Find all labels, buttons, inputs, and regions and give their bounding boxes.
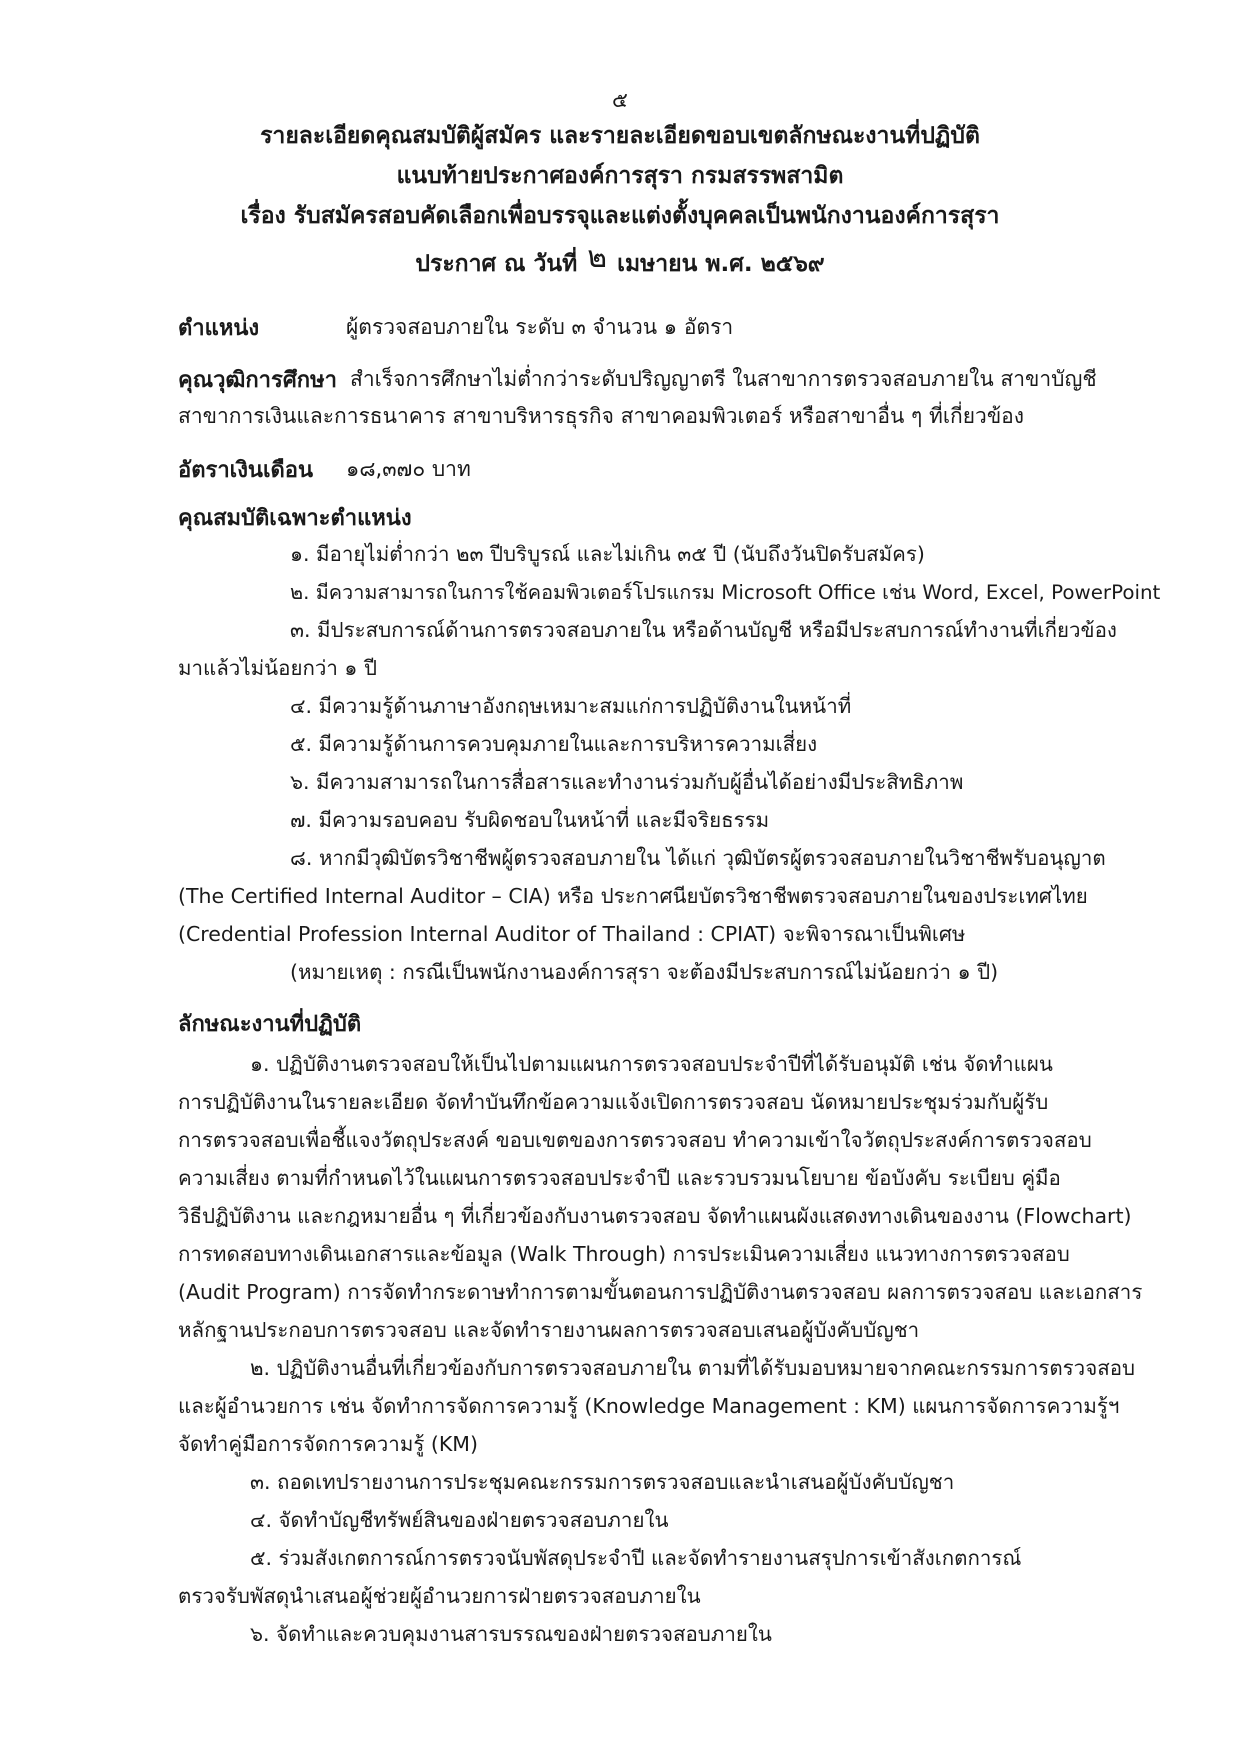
page-number: ๕	[612, 88, 628, 112]
qualification-item-3: ๓. มีประสบการณ์ด้านการตรวจสอบภายใน หรือด้านบัญชี หรือมีประสบการณ์ทำงานที่เกี่ยวข้อง	[290, 618, 1117, 642]
salary-value: ๑๘,๓๗๐ บาท	[346, 457, 471, 481]
qualification-item-2: ๒. มีความสามารถในการใช้คอมพิวเตอร์โปรแกรม Microsoft Office เช่น Word, Excel, PowerPoint	[290, 581, 1161, 604]
date-suffix: เมษายน พ.ศ. ๒๕๖๙	[617, 251, 825, 277]
header-announcement-date	[0, 238, 1240, 285]
position-value: ผู้ตรวจสอบภายใน ระดับ ๓ จำนวน ๑ อัตรา	[346, 315, 734, 339]
duty-1-line2: การปฏิบัติงานในรายละเอียด จัดทำบันทึกข้อความแจ้งเปิดการตรวจสอบ นัดหมายประชุมร่วมกับผู้รับ	[178, 1090, 1049, 1114]
qualification-item-8-cont1: (The Certified Internal Auditor – CIA) หรือ ประกาศนียบัตรวิชาชีพตรวจสอบภายในของประเทศไทย	[178, 884, 1088, 908]
date-prefix: ประกาศ ณ วันที่	[415, 251, 578, 277]
education-label: คุณวุฒิการศึกษา	[178, 368, 337, 393]
duty-1-line3: การตรวจสอบเพื่อชี้แจงวัตถุประสงค์ ขอบเขตของการตรวจสอบ ทำความเข้าใจวัตถุประสงค์การตรวจสอบ	[178, 1128, 1092, 1152]
duty-2-line1: ๒. ปฏิบัติงานอื่นที่เกี่ยวข้องกับการตรวจสอบภายใน ตามที่ได้รับมอบหมายจากคณะกรรมการตรวจสอบ	[250, 1356, 1136, 1380]
qualification-item-4: ๔. มีความรู้ด้านภาษาอังกฤษเหมาะสมแก่การปฏิบัติงานในหน้าที่	[290, 694, 852, 718]
duty-1-line8: หลักฐานประกอบการตรวจสอบ และจัดทำรายงานผลการตรวจสอบเสนอผู้บังคับบัญชา	[178, 1318, 920, 1342]
position-label: ตำแหน่ง	[178, 316, 260, 341]
duty-3: ๓. ถอดเทปรายงานการประชุมคณะกรรมการตรวจสอบและนำเสนอผู้บังคับบัญชา	[250, 1470, 955, 1494]
duty-2-line2: และผู้อำนวยการ เช่น จัดทำการจัดการความรู้ (Knowledge Management : KM) แผนการจัดการความรู้ฯ	[178, 1394, 1120, 1418]
qualification-item-5: ๕. มีความรู้ด้านการควบคุมภายในและการบริหารความเสี่ยง	[290, 732, 818, 756]
header-title-line1: รายละเอียดคุณสมบัติผู้สมัคร และรายละเอียดขอบเขตลักษณะงานที่ปฏิบัติ	[260, 123, 980, 149]
qualifications-heading: คุณสมบัติเฉพาะตำแหน่ง	[178, 506, 412, 531]
duty-2-line3: จัดทำคู่มือการจัดการความรู้ (KM)	[178, 1432, 478, 1456]
duty-4: ๔. จัดทำบัญชีทรัพย์สินของฝ่ายตรวจสอบภายใน	[250, 1508, 669, 1532]
qualification-item-1: ๑. มีอายุไม่ต่ำกว่า ๒๓ ปีบริบูรณ์ และไม่เกิน ๓๕ ปี (นับถึงวันปิดรับสมัคร)	[290, 542, 925, 566]
duty-1-line1: ๑. ปฏิบัติงานตรวจสอบให้เป็นไปตามแผนการตรวจสอบประจำปีที่ได้รับอนุมัติ เช่น จัดทำแผน	[250, 1052, 1053, 1076]
salary-label: อัตราเงินเดือน	[178, 458, 314, 483]
date-day-handwritten: ๒	[587, 240, 608, 275]
qualification-item-8-cont2: (Credential Profession Internal Auditor of Thailand : CPIAT) จะพิจารณาเป็นพิเศษ	[178, 922, 966, 946]
qualification-item-7: ๗. มีความรอบคอบ รับผิดชอบในหน้าที่ และมีจริยธรรม	[290, 808, 770, 832]
duties-heading: ลักษณะงานที่ปฏิบัติ	[178, 1012, 362, 1037]
header-title-line3: เรื่อง รับสมัครสอบคัดเลือกเพื่อบรรจุและแต่งตั้งบุคคลเป็นพนักงานองค์การสุรา	[240, 203, 1000, 229]
duty-5-line2: ตรวจรับพัสดุนำเสนอผู้ช่วยผู้อำนวยการฝ่ายตรวจสอบภายใน	[178, 1584, 701, 1608]
qualification-item-6: ๖. มีความสามารถในการสื่อสารและทำงานร่วมกับผู้อื่นได้อย่างมีประสิทธิภาพ	[290, 770, 964, 794]
qualification-item-3-cont: มาแล้วไม่น้อยกว่า ๑ ปี	[178, 656, 377, 680]
duty-1-line5: วิธีปฏิบัติงาน และกฎหมายอื่น ๆ ที่เกี่ยวข้องกับงานตรวจสอบ จัดทำแผนผังแสดงทางเดินของงาน (Flowchart)	[178, 1204, 1132, 1228]
education-line1: สำเร็จการศึกษาไม่ต่ำกว่าระดับปริญญาตรี ในสาขาการตรวจสอบภายใน สาขาบัญชี	[350, 367, 1097, 391]
header-title-line2: แนบท้ายประกาศองค์การสุรา กรมสรรพสามิต	[396, 163, 844, 189]
duty-1-line6: การทดสอบทางเดินเอกสารและข้อมูล (Walk Through) การประเมินความเสี่ยง แนวทางการตรวจสอบ	[178, 1242, 1070, 1266]
duty-1-line4: ความเสี่ยง ตามที่กำหนดไว้ในแผนการตรวจสอบประจำปี และรวบรวมนโยบาย ข้อบังคับ ระเบียบ คู่มือ	[178, 1166, 1061, 1190]
qualification-item-8: ๘. หากมีวุฒิบัตรวิชาชีพผู้ตรวจสอบภายใน ได้แก่ วุฒิบัตรผู้ตรวจสอบภายในวิชาชีพรับอนุญาต	[290, 846, 1106, 870]
education-line2: สาขาการเงินและการธนาคาร สาขาบริหารธุรกิจ สาขาคอมพิวเตอร์ หรือสาขาอื่น ๆ ที่เกี่ยวข้อง	[178, 404, 1025, 428]
qualification-note: (หมายเหตุ : กรณีเป็นพนักงานองค์การสุรา จะต้องมีประสบการณ์ไม่น้อยกว่า ๑ ปี)	[290, 960, 999, 984]
duty-5-line1: ๕. ร่วมสังเกตการณ์การตรวจนับพัสดุประจำปี และจัดทำรายงานสรุปการเข้าสังเกตการณ์	[250, 1546, 1022, 1570]
duty-1-line7: (Audit Program) การจัดทำกระดาษทำการตามขั้นตอนการปฏิบัติงานตรวจสอบ ผลการตรวจสอบ และเอกสาร	[178, 1280, 1143, 1304]
duty-6: ๖. จัดทำและควบคุมงานสารบรรณของฝ่ายตรวจสอบภายใน	[250, 1622, 772, 1646]
